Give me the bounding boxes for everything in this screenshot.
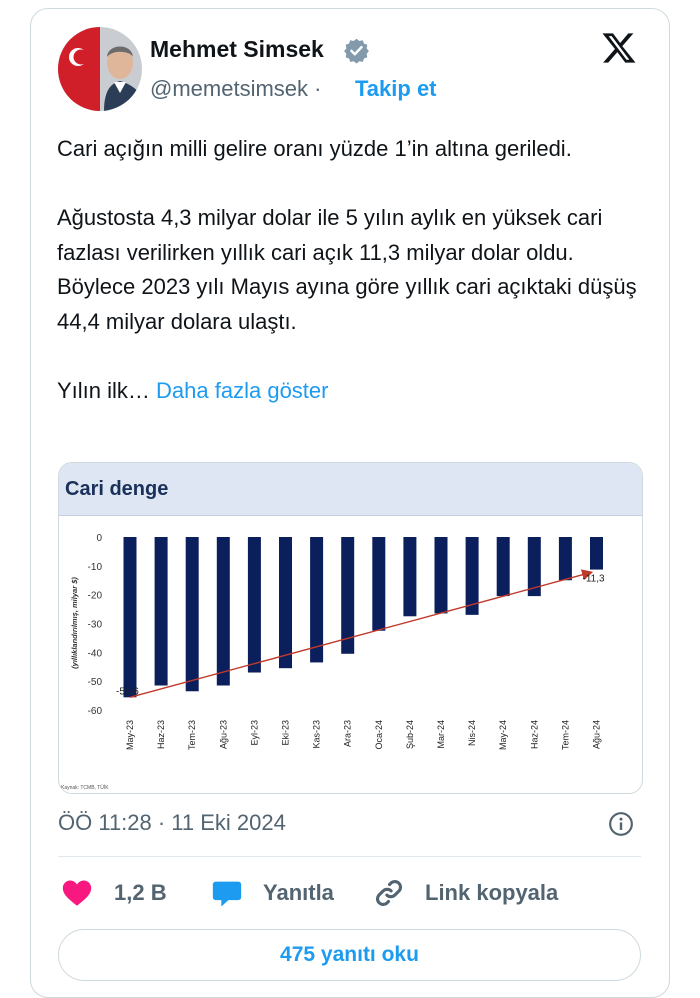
follow-button[interactable]: Takip et bbox=[355, 76, 437, 101]
x-tick-label: Şub-24 bbox=[404, 720, 415, 750]
link-icon[interactable] bbox=[372, 876, 406, 910]
y-axis-label: (yıllıklandırılmış, milyar $) bbox=[70, 577, 79, 669]
x-tick-label: Kas-23 bbox=[311, 720, 322, 749]
separator: · bbox=[314, 76, 322, 101]
heart-icon[interactable] bbox=[60, 876, 94, 910]
bar bbox=[403, 537, 416, 616]
tweet-text bbox=[57, 132, 657, 408]
bar bbox=[217, 537, 230, 685]
show-more-link[interactable]: Daha fazla göster bbox=[156, 377, 329, 403]
chart-header bbox=[59, 463, 642, 516]
avatar[interactable] bbox=[58, 27, 142, 111]
x-tick-label: May-23 bbox=[125, 720, 135, 751]
tweet-paragraph-2: Ağustosta 4,3 milyar dolar ile 5 yılın aylık en yüksek cari fazlası verilirken yıllık cari açık 11,3 milyar dolar oldu. Böylece 2023 yılı Mayıs ayına göre yıllık cari açıktaki düşüş 44,4 milyar dolara ulaştı. bbox=[57, 205, 637, 334]
bar bbox=[186, 537, 199, 691]
x-tick-label: Oca-24 bbox=[373, 720, 384, 750]
bar bbox=[559, 537, 572, 580]
bar bbox=[248, 537, 261, 673]
x-logo-icon[interactable] bbox=[600, 30, 638, 66]
timestamp[interactable]: ÖÖ 11:28 · 11 Eki 2024 bbox=[58, 810, 286, 835]
x-tick-label: Nis-24 bbox=[467, 720, 478, 747]
y-tick-label: 0 bbox=[96, 533, 102, 544]
y-tick-label: -10 bbox=[87, 561, 102, 573]
reply-bubble-icon[interactable] bbox=[210, 876, 244, 910]
tweet-paragraph-3 bbox=[57, 374, 657, 409]
x-tick-label: Ağu-24 bbox=[591, 720, 602, 750]
x-tick-label: Ağu-23 bbox=[218, 720, 229, 750]
reply-button[interactable]: Yanıtla bbox=[263, 880, 334, 905]
tweet-paragraph-1: Cari açığın milli gelire oranı yüzde 1’in altına geriledi. bbox=[57, 136, 572, 161]
info-icon[interactable] bbox=[608, 811, 634, 837]
x-tick-label: Haz-24 bbox=[529, 720, 540, 750]
y-tick-label: -50 bbox=[87, 677, 102, 689]
bar bbox=[497, 537, 510, 596]
chart-image[interactable] bbox=[58, 462, 643, 794]
trend-arrow bbox=[130, 573, 591, 698]
display-name[interactable]: Mehmet Simsek bbox=[150, 36, 324, 62]
divider bbox=[58, 856, 641, 857]
bar bbox=[155, 537, 168, 685]
y-tick-label: -60 bbox=[87, 706, 102, 717]
bar bbox=[279, 537, 292, 668]
handle-text[interactable]: @memetsimsek bbox=[150, 76, 309, 101]
x-tick-label: Tem-23 bbox=[187, 720, 198, 751]
bar bbox=[341, 537, 354, 654]
chart-source: Kaynak: TCMB, TÜİK bbox=[61, 785, 109, 791]
bar bbox=[435, 537, 448, 613]
x-tick-label: Eki-23 bbox=[280, 720, 291, 746]
like-count[interactable]: 1,2 B bbox=[114, 880, 167, 905]
bar-chart bbox=[59, 515, 642, 793]
x-tick-label: Eyl-23 bbox=[249, 720, 260, 746]
x-tick-label: Haz-23 bbox=[156, 720, 167, 750]
bar bbox=[310, 537, 323, 662]
copy-link-button[interactable]: Link kopyala bbox=[425, 880, 559, 905]
truncated-text: Yılın ilk… bbox=[57, 377, 150, 403]
data-label-last: -11,3 bbox=[582, 573, 605, 585]
read-replies-button[interactable]: 475 yanıtı oku bbox=[58, 929, 641, 981]
bar bbox=[590, 537, 603, 570]
y-tick-label: -20 bbox=[87, 590, 102, 602]
bar bbox=[372, 537, 385, 631]
x-tick-label: Ara-23 bbox=[342, 720, 353, 748]
data-label-first: -55,6 bbox=[116, 686, 139, 698]
y-tick-label: -40 bbox=[87, 648, 102, 660]
user-handle[interactable] bbox=[150, 76, 321, 102]
bar bbox=[124, 537, 137, 697]
x-tick-label: Mar-24 bbox=[436, 720, 446, 749]
verified-badge-icon bbox=[343, 37, 370, 64]
y-tick-label: -30 bbox=[87, 619, 102, 631]
x-tick-label: May-24 bbox=[498, 720, 509, 751]
x-tick-label: Tem-24 bbox=[560, 720, 571, 751]
chart-title: Cari denge bbox=[65, 478, 169, 500]
